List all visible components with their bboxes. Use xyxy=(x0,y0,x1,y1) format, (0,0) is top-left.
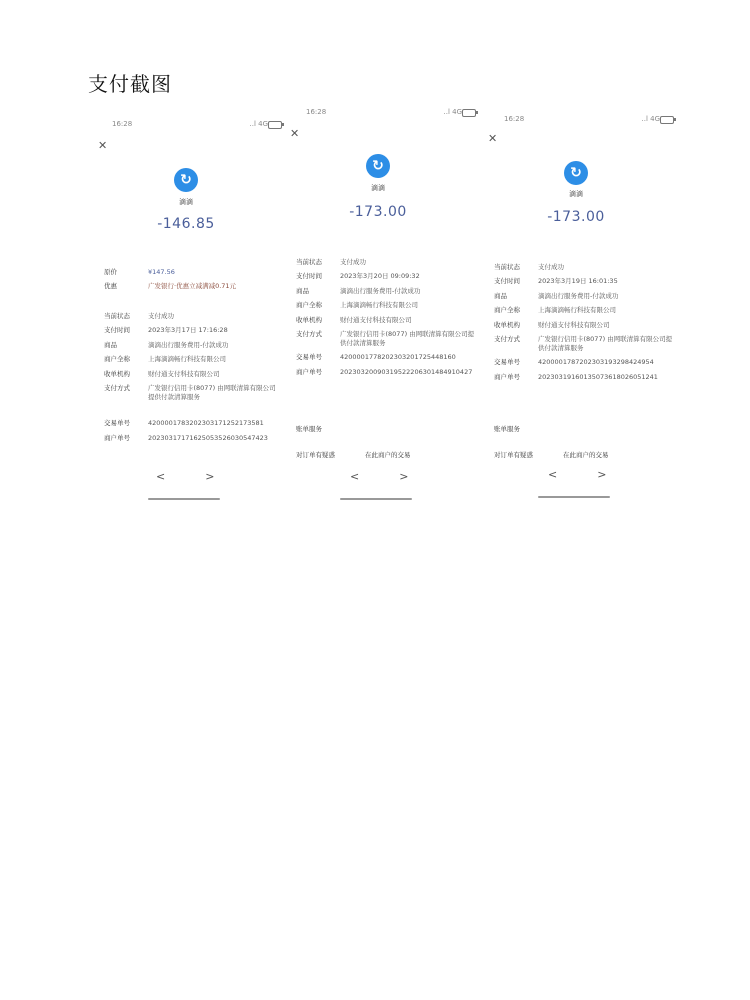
row-value: 上海滴滴畅行科技有限公司 xyxy=(538,306,616,315)
status-bar xyxy=(96,120,286,130)
row-label: 商品 xyxy=(494,291,507,300)
row-value: 财付通支付科技有限公司 xyxy=(340,315,412,324)
detail-row xyxy=(296,316,476,324)
browser-nav xyxy=(350,470,408,483)
price-rows xyxy=(104,268,282,297)
row-value: 4200001787202303193298424954 xyxy=(538,358,654,367)
back-arrow-icon[interactable]: < xyxy=(548,468,558,481)
browser-nav xyxy=(156,470,214,483)
detail-rows xyxy=(104,312,282,448)
payment-screenshot-1 xyxy=(96,120,286,520)
forward-arrow-icon[interactable]: > xyxy=(205,470,215,483)
row-value: 2023年3月19日 16:01:35 xyxy=(538,277,618,286)
detail-row xyxy=(494,277,674,285)
row-value: 广发银行信用卡(8077) 由网联清算有限公司提供付款清算服务 xyxy=(340,330,475,347)
home-indicator xyxy=(340,498,412,500)
row-label: 当前状态 xyxy=(296,258,322,266)
row-label: 当前状态 xyxy=(104,312,130,320)
merchant-logo-icon: ↻ xyxy=(564,161,588,185)
row-label: 支付方式 xyxy=(296,330,322,339)
detail-row xyxy=(494,321,674,329)
merchant-name: 滴滴 xyxy=(569,190,583,198)
status-bar xyxy=(290,108,480,118)
detail-row xyxy=(494,335,674,352)
row-value: 财付通支付科技有限公司 xyxy=(538,320,610,329)
forward-arrow-icon[interactable]: > xyxy=(597,468,607,481)
row-label: 商品 xyxy=(104,340,117,349)
bill-service-link[interactable]: 账单服务 xyxy=(296,425,322,433)
row-label: 当前状态 xyxy=(494,263,520,271)
row-label: 商户全称 xyxy=(296,301,322,310)
row-label: 交易单号 xyxy=(296,353,322,362)
same-merchant-link[interactable]: 在此商户的交易 xyxy=(563,451,609,459)
back-arrow-icon[interactable]: < xyxy=(156,470,166,483)
row-value: ¥147.56 xyxy=(148,268,175,276)
close-icon[interactable]: ✕ xyxy=(98,139,108,152)
row-value: 滴滴出行服务费用-付款成功 xyxy=(340,286,421,295)
row-value: 20230320090319522206301484910427 xyxy=(340,367,473,376)
close-icon[interactable]: ✕ xyxy=(290,127,300,140)
bill-actions xyxy=(494,450,609,459)
detail-row xyxy=(296,258,476,266)
row-label: 商户单号 xyxy=(494,372,520,381)
row-label: 收单机构 xyxy=(296,315,322,324)
battery-icon xyxy=(268,121,282,129)
row-value: 20230319160135073618026051241 xyxy=(538,372,658,381)
order-question-link[interactable]: 对订单有疑惑 xyxy=(494,451,533,459)
merchant-name: 滴滴 xyxy=(179,198,193,206)
home-indicator xyxy=(538,496,610,498)
status-time: 16:28 xyxy=(112,120,133,128)
row-value: 滴滴出行服务费用-付款成功 xyxy=(538,291,619,300)
page-title: 支付截图 xyxy=(88,72,172,96)
signal-indicator: ..l 4G xyxy=(443,108,462,116)
close-icon[interactable]: ✕ xyxy=(488,132,498,145)
row-value: 上海滴滴畅行科技有限公司 xyxy=(340,301,418,310)
detail-row xyxy=(494,373,674,381)
detail-rows xyxy=(494,263,674,387)
row-label: 支付时间 xyxy=(104,326,130,335)
detail-row xyxy=(296,330,476,347)
battery-icon xyxy=(462,109,476,117)
merchant-logo-icon: ↻ xyxy=(366,154,390,178)
row-label: 商户全称 xyxy=(494,306,520,315)
detail-row xyxy=(296,287,476,295)
row-label: 优惠 xyxy=(104,282,117,291)
detail-row xyxy=(104,312,282,320)
row-value: 支付成功 xyxy=(538,263,564,271)
detail-row xyxy=(494,306,674,314)
detail-row xyxy=(296,272,476,280)
same-merchant-link[interactable]: 在此商户的交易 xyxy=(365,451,411,459)
row-value: 2023年3月20日 09:09:32 xyxy=(340,272,420,281)
row-label: 交易单号 xyxy=(104,419,130,428)
row-label: 收单机构 xyxy=(494,320,520,329)
payment-amount: -173.00 xyxy=(349,204,407,220)
bill-actions xyxy=(296,450,411,459)
row-label: 交易单号 xyxy=(494,358,520,367)
detail-row xyxy=(104,370,282,378)
row-label: 商户单号 xyxy=(296,367,322,376)
detail-row xyxy=(104,434,282,442)
back-arrow-icon[interactable]: < xyxy=(350,470,360,483)
row-value: 4200001783202303171252173581 xyxy=(148,419,264,428)
detail-row xyxy=(104,268,282,276)
detail-row xyxy=(296,353,476,361)
browser-nav xyxy=(548,468,606,481)
order-question-link[interactable]: 对订单有疑惑 xyxy=(296,451,335,459)
row-label: 支付时间 xyxy=(296,272,322,281)
forward-arrow-icon[interactable]: > xyxy=(399,470,409,483)
row-label: 商户全称 xyxy=(104,355,130,364)
row-label: 支付方式 xyxy=(494,335,520,344)
row-label: 商品 xyxy=(296,286,309,295)
payment-screenshot-3 xyxy=(488,115,678,515)
detail-row xyxy=(104,341,282,349)
row-value: 4200001778202303201725448160 xyxy=(340,353,456,362)
payment-screenshot-2 xyxy=(290,108,480,508)
status-time: 16:28 xyxy=(504,115,525,123)
row-value: 广发银行信用卡(8077) 由网联清算有限公司提供付款清算服务 xyxy=(148,384,276,401)
detail-row xyxy=(104,282,282,290)
row-value: 2023年3月17日 17:16:28 xyxy=(148,326,228,335)
row-label: 原价 xyxy=(104,268,117,276)
signal-indicator: ..l 4G xyxy=(249,120,268,128)
row-value: 20230317171625053526030547423 xyxy=(148,433,268,442)
battery-icon xyxy=(660,116,674,124)
signal-indicator: ..l 4G xyxy=(641,115,660,123)
detail-row xyxy=(494,358,674,366)
detail-row xyxy=(296,368,476,376)
row-value: 滴滴出行服务费用-付款成功 xyxy=(148,340,229,349)
merchant-logo-icon: ↻ xyxy=(174,168,198,192)
detail-row xyxy=(494,263,674,271)
detail-row xyxy=(296,301,476,309)
home-indicator xyxy=(148,498,220,500)
row-label: 收单机构 xyxy=(104,369,130,378)
row-label: 支付方式 xyxy=(104,384,130,393)
status-bar xyxy=(488,115,678,125)
detail-row xyxy=(104,355,282,363)
row-value: 财付通支付科技有限公司 xyxy=(148,369,220,378)
merchant-name: 滴滴 xyxy=(371,184,385,192)
payment-amount: -173.00 xyxy=(547,209,605,225)
row-value: 上海滴滴畅行科技有限公司 xyxy=(148,355,226,364)
detail-row xyxy=(104,419,282,427)
row-label: 支付时间 xyxy=(494,277,520,286)
bill-service-link[interactable]: 账单服务 xyxy=(494,425,520,433)
row-value: 广发银行·优惠立减满减0.71元 xyxy=(148,282,237,291)
detail-row xyxy=(104,384,282,401)
row-value: 支付成功 xyxy=(340,258,366,266)
payment-amount: -146.85 xyxy=(157,216,215,232)
detail-row xyxy=(104,326,282,334)
detail-rows xyxy=(296,258,476,382)
row-value: 支付成功 xyxy=(148,312,174,320)
detail-row xyxy=(494,292,674,300)
row-value: 广发银行信用卡(8077) 由网联清算有限公司提供付款清算服务 xyxy=(538,335,673,352)
row-label: 商户单号 xyxy=(104,433,130,442)
status-time: 16:28 xyxy=(306,108,327,116)
